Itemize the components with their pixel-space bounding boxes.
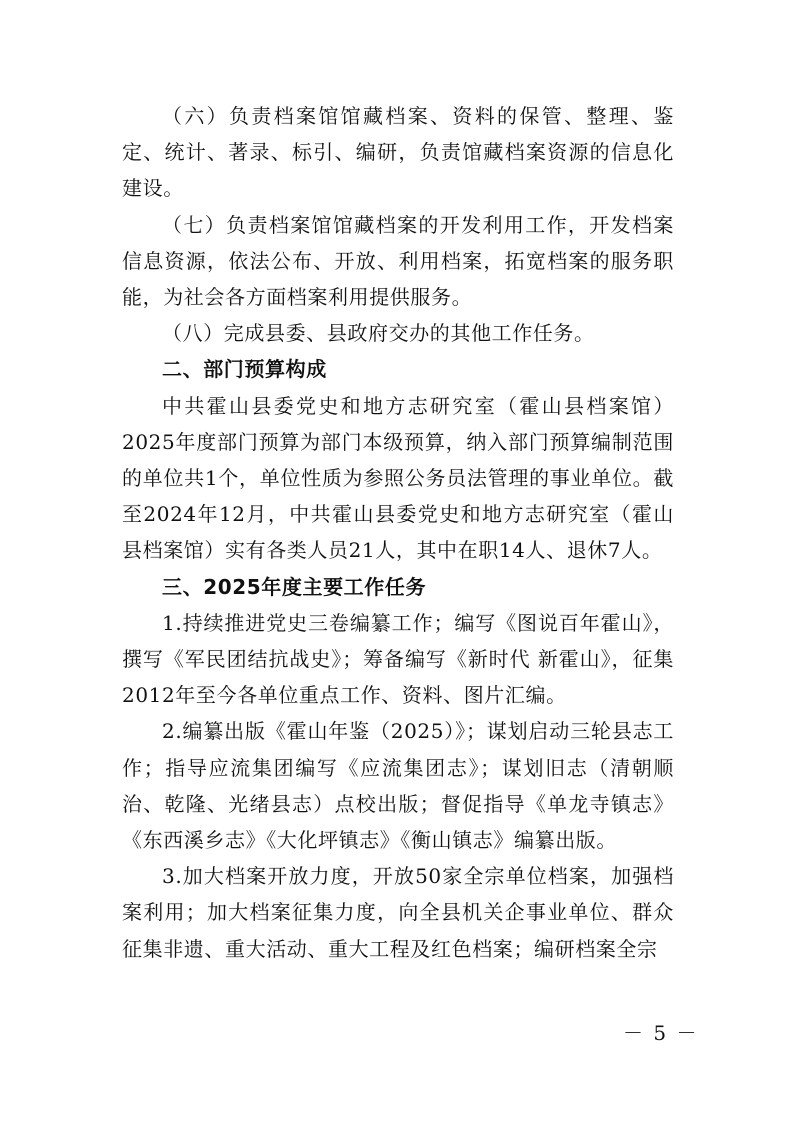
paragraph-duty-seven: （七）负责档案馆馆藏档案的开发利用工作，开发档案信息资源，依法公布、开放、利用档案，拓宽档案的服务职能，为社会各方面档案利用提供服务。: [122, 212, 674, 310]
section-heading-main-tasks: 三、2025年度主要工作任务: [162, 574, 427, 599]
paragraph-duty-six: （六）负责档案馆馆藏档案、资料的保管、整理、鉴定、统计、著录、标引、编研，负责馆藏档案资源的信息化建设。: [122, 104, 674, 201]
paragraph-task-two: 2.编纂出版《霍山年鉴（2025）》；谋划启动三轮县志工作；指导应流集团编写《应流集团志》；谋划旧志（清朝顺治、乾隆、光绪县志）点校出版；督促指导《单龙寺镇志》《东西溪乡志》《大化坪镇志》《衡山镇志》编纂出版。: [122, 719, 674, 853]
paragraph-duty-eight: （八）完成县委、县政府交办的其他工作任务。: [162, 321, 595, 346]
page-number: － 5 －: [623, 1021, 699, 1045]
paragraph-budget-structure: 中共霍山县委党史和地方志研究室（霍山县档案馆）2025年度部门预算为部门本级预算，纳入部门预算编制范围的单位共1个，单位性质为参照公务员法管理的事业单位。截至2024年12月，中共霍山县委党史和地方志研究室（霍山县档案馆）实有各类人员21人，其中在职14人、退休7人。: [122, 393, 674, 563]
document-body: [122, 98, 674, 967]
section-heading-budget-structure: 二、部门预算构成: [162, 357, 327, 382]
paragraph-task-three: 3.加大档案开放力度，开放50家全宗单位档案，加强档案利用；加大档案征集力度，向全县机关企事业单位、群众征集非遗、重大活动、重大工程及红色档案；编研档案全宗: [122, 864, 674, 961]
paragraph-task-one: 1.持续推进党史三卷编纂工作；编写《图说百年霍山》，撰写《军民团结抗战史》；筹备编写《新时代 新霍山》，征集2012年至今各单位重点工作、资料、图片汇编。: [122, 610, 674, 708]
